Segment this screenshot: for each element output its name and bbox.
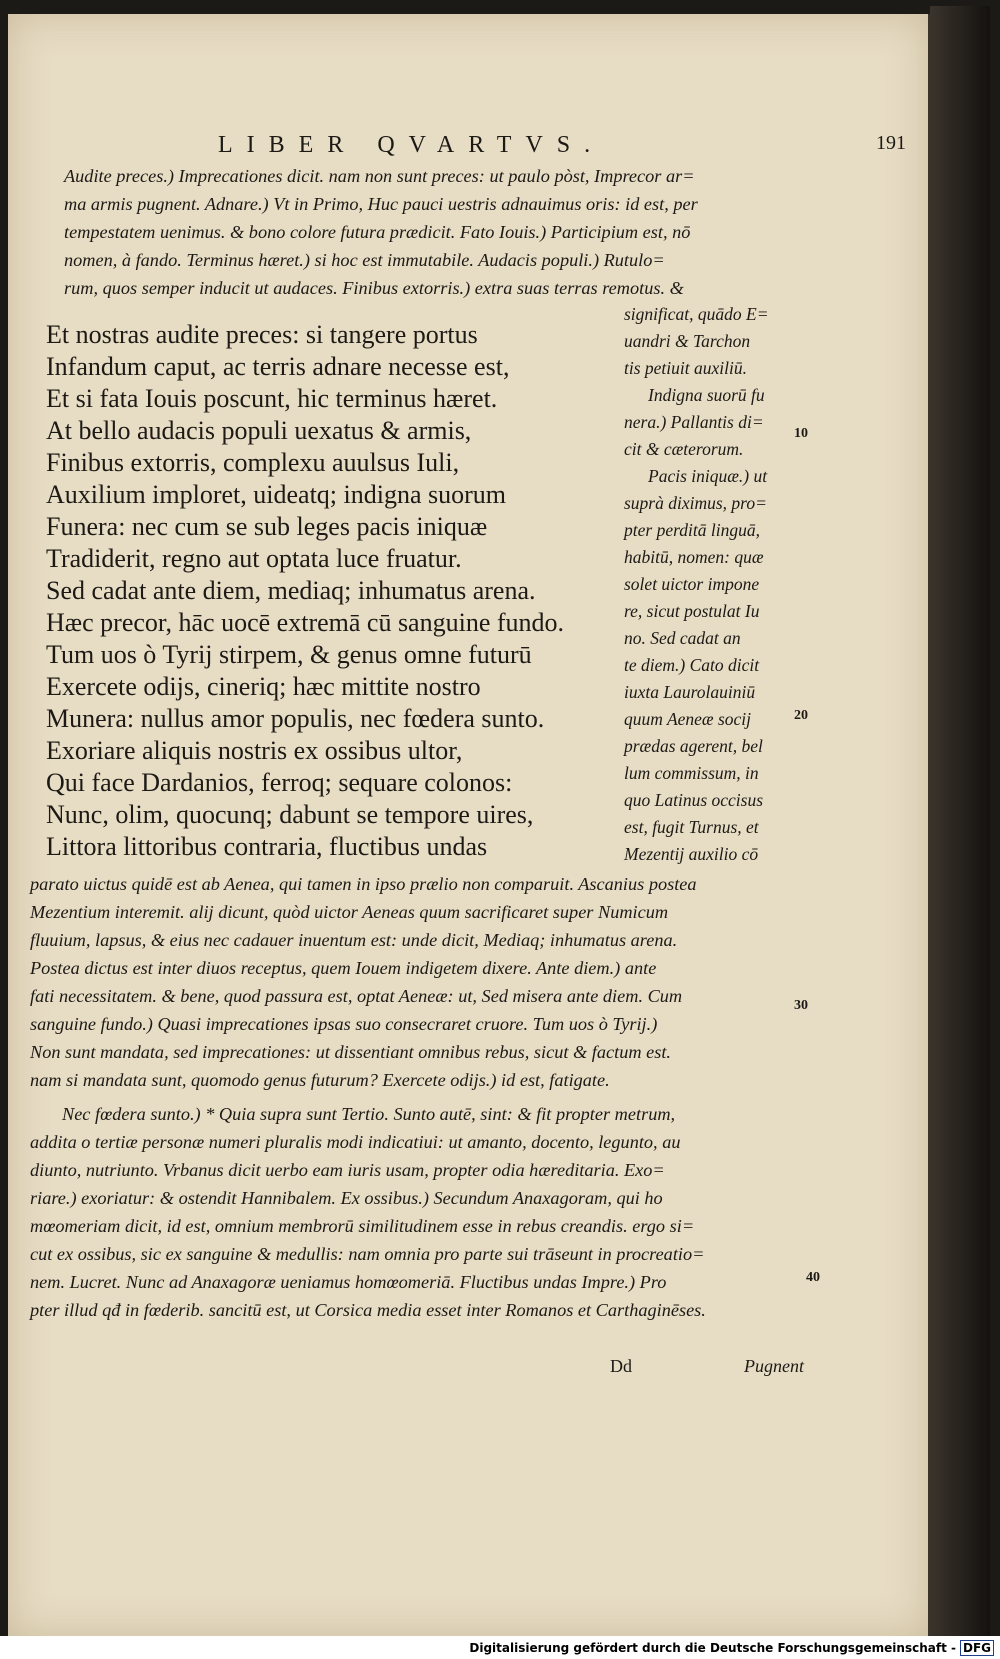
side-gloss-line: lum commissum, in xyxy=(624,763,759,783)
verse-line: Hæc precor, hāc uocē extremā cū sanguine fundo. xyxy=(46,608,565,637)
side-gloss-line: uandri & Tarchon xyxy=(624,331,751,351)
signature-mark: Dd xyxy=(610,1356,632,1376)
side-gloss-line: Pacis iniquæ.) ut xyxy=(648,466,768,486)
side-gloss-line: tis petiuit auxiliū. xyxy=(624,358,747,378)
side-gloss-line: nera.) Pallantis di= xyxy=(624,412,764,432)
verse-line: Tum uos ò Tyrij stirpem, & genus omne futurū xyxy=(46,640,532,669)
commentary-line: Nec fœdera sunto.) * Quia supra sunt Tertio. Sunto autē, sint: & fit propter metrum, xyxy=(62,1104,676,1124)
commentary-line: addita o tertiæ personæ numeri pluralis modi indicatiui: ut amanto, docento, legunto, au xyxy=(30,1132,681,1152)
commentary-line: Postea dictus est inter diuos receptus, quem Iouem indigetem dixere. Ante diem.) ante xyxy=(30,958,657,978)
side-gloss-line: no. Sed cadat an xyxy=(624,628,741,648)
commentary-line: fati necessitatem. & bene, quod passura est, optat Aeneæ: ut, Sed misera ante diem. Cum xyxy=(30,986,683,1006)
verse-line: Finibus extorris, complexu auulsus Iuli, xyxy=(46,448,460,477)
verse-line: Auxilium imploret, uideatq; indigna suorum xyxy=(46,480,507,509)
book-fore-edge xyxy=(930,6,990,1646)
margin-line-number: 40 xyxy=(806,1270,820,1285)
side-gloss-line: cit & cæterorum. xyxy=(624,439,744,459)
digitization-credit-text: Digitalisierung gefördert durch die Deutsche Forschungsgemeinschaft - xyxy=(469,1640,956,1655)
side-gloss-line: Indigna suorū fu xyxy=(648,385,765,405)
commentary-line: sanguine fundo.) Quasi imprecationes ipsas suo consecraret cruore. Tum uos ò Tyrij.) xyxy=(30,1014,658,1034)
commentary-line: pter illud qđ in fœderib. sancitū est, ut Corsica media esset inter Romanos et Carthaginēses. xyxy=(30,1300,706,1320)
side-gloss-line: Mezentij auxilio cō xyxy=(624,844,759,864)
commentary-line: parato uictus quidē est ab Aenea, qui tamen in ipso prælio non comparuit. Ascanius postea xyxy=(30,874,697,894)
margin-line-number: 30 xyxy=(794,998,808,1013)
verse-line: Munera: nullus amor populis, nec fœdera sunto. xyxy=(46,704,545,733)
side-gloss-line: significat, quādo E= xyxy=(624,304,769,324)
verse-line: Exoriare aliquis nostris ex ossibus ultor, xyxy=(46,736,463,765)
commentary-line: ma armis pugnent. Adnare.) Vt in Primo, Huc pauci uestris adnauimus oris: id est, per xyxy=(64,194,698,214)
running-title: LIBER QVARTVS. xyxy=(218,132,605,158)
commentary-line: nam si mandata sunt, quomodo genus futurum? Exercete odijs.) id est, fatigate. xyxy=(30,1070,610,1090)
commentary-line: mœomeriam dicit, id est, omnium membrorū similitudinem esse in rebus creandis. ergo si= xyxy=(30,1216,695,1236)
book-page xyxy=(8,14,931,1636)
side-gloss-line: iuxta Laurolauiniū xyxy=(624,682,756,702)
verse-line: Littora littoribus contraria, fluctibus undas xyxy=(46,832,488,861)
digitization-credit-bar xyxy=(0,1636,1000,1659)
commentary-line: nomen, à fando. Terminus hæret.) si hoc est immutabile. Audacis populi.) Rutulo= xyxy=(64,250,665,270)
side-gloss-line: prædas agerent, bel xyxy=(624,736,763,756)
verse-line: Et si fata Iouis poscunt, hic terminus hæret. xyxy=(46,384,498,413)
commentary-line: Mezentium interemit. alij dicunt, quòd uictor Aeneas quum sacrificaret super Numicum xyxy=(30,902,669,922)
side-gloss-line: est, fugit Turnus, et xyxy=(624,817,759,837)
side-gloss-line: suprà diximus, pro= xyxy=(624,493,767,513)
verse-line: Et nostras audite preces: si tangere portus xyxy=(46,320,478,349)
folio-number: 191 xyxy=(876,132,906,154)
commentary-line: rum, quos semper inducit ut audaces. Finibus extorris.) extra suas terras remotus. & xyxy=(64,278,684,298)
side-gloss-line: solet uictor impone xyxy=(624,574,760,594)
side-gloss-line: re, sicut postulat Iu xyxy=(624,601,760,621)
verse-line: Sed cadat ante diem, mediaq; inhumatus arena. xyxy=(46,576,536,605)
margin-line-number: 20 xyxy=(794,708,808,723)
catchword: Pugnent xyxy=(744,1356,804,1376)
verse-line: Exercete odijs, cineriq; hæc mittite nostro xyxy=(46,672,481,701)
margin-line-number: 10 xyxy=(794,426,808,441)
side-gloss-line: quum Aeneæ socij xyxy=(624,709,752,729)
side-gloss-line: quo Latinus occisus xyxy=(624,790,764,810)
verse-line: Tradiderit, regno aut optata luce fruatur. xyxy=(46,544,462,573)
verse-line: Infandum caput, ac terris adnare necesse est, xyxy=(46,352,510,381)
commentary-line: riare.) exoriatur: & ostendit Hannibalem. Ex ossibus.) Secundum Anaxagoram, qui ho xyxy=(30,1188,663,1208)
side-gloss-line: te diem.) Cato dicit xyxy=(624,655,760,675)
commentary-line: Non sunt mandata, sed imprecationes: ut dissentiant omnibus rebus, sicut & factum est. xyxy=(30,1042,671,1062)
commentary-line: nem. Lucret. Nunc ad Anaxagoræ ueniamus homœomeriā. Fluctibus undas Impre.) Pro xyxy=(30,1272,667,1292)
dfg-logo: DFG xyxy=(960,1640,994,1656)
commentary-line: cut ex ossibus, sic ex sanguine & medullis: nam omnia pro parte sui trāseunt in procreatio= xyxy=(30,1244,705,1264)
verse-line: Qui face Dardanios, ferroq; sequare colonos: xyxy=(46,768,513,797)
verse-line: Funera: nec cum se sub leges pacis iniquæ xyxy=(46,512,488,541)
commentary-line: diunto, nutriunto. Vrbanus dicit uerbo eam iuris usam, propter odia hæreditaria. Exo= xyxy=(30,1160,665,1180)
side-gloss-line: pter perditā linguā, xyxy=(624,520,760,540)
verse-line: At bello audacis populi uexatus & armis, xyxy=(46,416,472,445)
commentary-line: fluuium, lapsus, & eius nec cadauer inuentum est: unde dicit, Mediaq; inhumatus arena. xyxy=(30,930,678,950)
commentary-line: tempestatem uenimus. & bono colore futura prædicit. Fato Iouis.) Participium est, nō xyxy=(64,222,691,242)
commentary-line: Audite preces.) Imprecationes dicit. nam non sunt preces: ut paulo pòst, Imprecor ar= xyxy=(64,166,695,186)
side-gloss-line: habitū, nomen: quæ xyxy=(624,547,764,567)
verse-line: Nunc, olim, quocunq; dabunt se tempore uires, xyxy=(46,800,534,829)
